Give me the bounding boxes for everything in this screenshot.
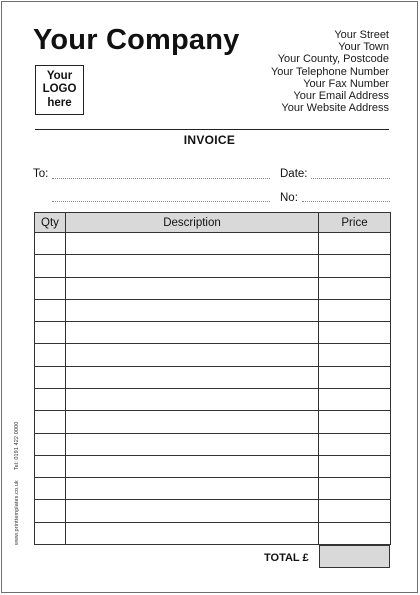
description-cell[interactable] bbox=[66, 344, 319, 366]
address-telephone: Your Telephone Number bbox=[270, 65, 389, 78]
invoice-sheet bbox=[1, 1, 418, 593]
table-row bbox=[35, 433, 391, 455]
logo-placeholder bbox=[35, 65, 84, 115]
description-cell[interactable] bbox=[66, 388, 319, 410]
qty-cell[interactable] bbox=[35, 233, 66, 255]
price-cell[interactable] bbox=[319, 478, 391, 500]
qty-cell[interactable] bbox=[35, 478, 66, 500]
address-street: Your Street bbox=[334, 29, 389, 41]
date-label: Date: bbox=[280, 168, 308, 180]
date-line[interactable] bbox=[311, 178, 390, 179]
description-cell[interactable] bbox=[66, 455, 319, 477]
table-row bbox=[35, 277, 391, 299]
total-label: TOTAL £ bbox=[264, 552, 309, 564]
address-fax: Your Fax Number bbox=[303, 77, 389, 90]
qty-cell[interactable] bbox=[35, 344, 66, 366]
qty-cell[interactable] bbox=[35, 366, 66, 388]
header-divider bbox=[35, 129, 389, 130]
total-amount-box[interactable] bbox=[319, 545, 390, 568]
qty-cell[interactable] bbox=[35, 388, 66, 410]
price-cell[interactable] bbox=[319, 366, 391, 388]
printer-website: www.printtemplates.co.uk bbox=[14, 480, 20, 545]
table-row bbox=[35, 255, 391, 277]
description-cell[interactable] bbox=[66, 478, 319, 500]
table-row bbox=[35, 233, 391, 255]
table-row bbox=[35, 322, 391, 344]
description-cell[interactable] bbox=[66, 366, 319, 388]
price-cell[interactable] bbox=[319, 388, 391, 410]
description-cell[interactable] bbox=[66, 299, 319, 321]
table-row bbox=[35, 366, 391, 388]
price-cell[interactable] bbox=[319, 344, 391, 366]
line-items-body bbox=[35, 233, 391, 545]
price-cell[interactable] bbox=[319, 255, 391, 277]
price-cell[interactable] bbox=[319, 411, 391, 433]
address-website: Your Website Address bbox=[281, 102, 389, 115]
qty-cell[interactable] bbox=[35, 277, 66, 299]
qty-cell[interactable] bbox=[35, 411, 66, 433]
address-email: Your Email Address bbox=[293, 90, 389, 103]
price-column-header: Price bbox=[319, 213, 391, 233]
qty-cell[interactable] bbox=[35, 322, 66, 344]
qty-cell[interactable] bbox=[35, 255, 66, 277]
table-row bbox=[35, 500, 391, 522]
price-cell[interactable] bbox=[319, 277, 391, 299]
price-cell[interactable] bbox=[319, 322, 391, 344]
qty-cell[interactable] bbox=[35, 500, 66, 522]
number-line[interactable] bbox=[302, 201, 390, 202]
description-cell[interactable] bbox=[66, 411, 319, 433]
printer-phone: Tel: 0191 422 0000 bbox=[14, 421, 20, 471]
price-cell[interactable] bbox=[319, 433, 391, 455]
table-row bbox=[35, 455, 391, 477]
table-row bbox=[35, 411, 391, 433]
qty-cell[interactable] bbox=[35, 299, 66, 321]
logo-text-line: here bbox=[47, 96, 72, 109]
description-cell[interactable] bbox=[66, 233, 319, 255]
price-cell[interactable] bbox=[319, 522, 391, 544]
table-header-row bbox=[35, 213, 391, 233]
qty-cell[interactable] bbox=[35, 522, 66, 544]
table-row bbox=[35, 388, 391, 410]
price-cell[interactable] bbox=[319, 233, 391, 255]
company-address-block bbox=[271, 29, 389, 114]
description-cell[interactable] bbox=[66, 322, 319, 344]
table-row bbox=[35, 344, 391, 366]
qty-column-header: Qty bbox=[35, 213, 66, 233]
logo-text-line: LOGO bbox=[42, 83, 77, 96]
table-row bbox=[35, 522, 391, 544]
price-cell[interactable] bbox=[319, 455, 391, 477]
qty-cell[interactable] bbox=[35, 433, 66, 455]
number-label: No: bbox=[280, 192, 298, 204]
description-column-header: Description bbox=[66, 213, 319, 233]
line-items-table bbox=[34, 212, 391, 545]
description-cell[interactable] bbox=[66, 277, 319, 299]
to-line-1[interactable] bbox=[52, 178, 270, 179]
qty-cell[interactable] bbox=[35, 455, 66, 477]
price-cell[interactable] bbox=[319, 299, 391, 321]
to-line-2[interactable] bbox=[52, 201, 270, 202]
table-row bbox=[35, 478, 391, 500]
logo-text-line: Your bbox=[46, 69, 73, 82]
description-cell[interactable] bbox=[66, 433, 319, 455]
description-cell[interactable] bbox=[66, 522, 319, 544]
address-county: Your County, Postcode bbox=[277, 53, 389, 66]
description-cell[interactable] bbox=[66, 255, 319, 277]
to-label: To: bbox=[33, 168, 49, 180]
price-cell[interactable] bbox=[319, 500, 391, 522]
address-town: Your Town bbox=[338, 41, 389, 54]
document-title: INVOICE bbox=[183, 133, 236, 147]
printer-credit bbox=[14, 422, 20, 545]
company-name: Your Company bbox=[33, 24, 240, 56]
table-row bbox=[35, 299, 391, 321]
description-cell[interactable] bbox=[66, 500, 319, 522]
